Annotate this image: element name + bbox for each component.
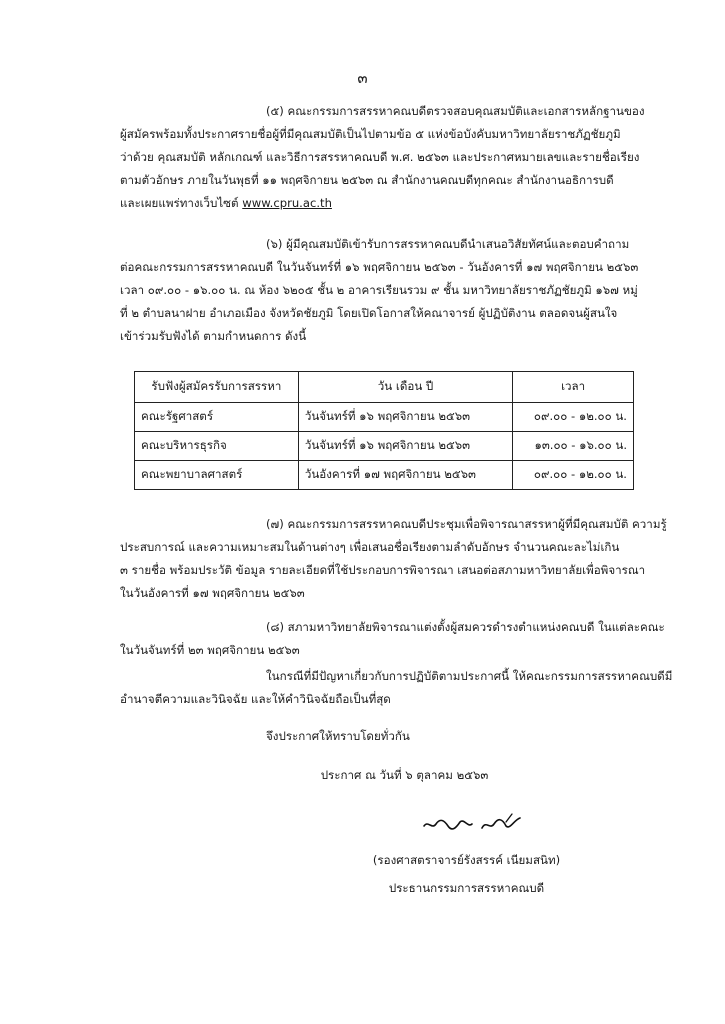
header-date: วัน เดือน ปี — [298, 372, 512, 403]
page-number: ๓ — [357, 69, 368, 87]
paragraph-line: ประสบการณ์ และความเหมาะสมในด้านต่างๆ เพื่อเสนอชื่อเรียงตามลำดับอักษร จำนวนคณะละไม่เกิน — [120, 540, 620, 554]
paragraph-line: (๘) สภามหาวิทยาลัยพิจารณาแต่งตั้งผู้สมควรดำรงตำแหน่งคณบดี ในแต่ละคณะ — [266, 620, 665, 634]
header-candidate: รับฟังผู้สมัครรับการสรรหา — [135, 372, 299, 403]
cell-date: วันจันทร์ที่ ๑๖ พฤศจิกายน ๒๕๖๓ — [298, 432, 512, 461]
paragraph-line: (๕) คณะกรรมการสรรหาคณบดีตรวจสอบคุณสมบัติและเอกสารหลักฐานของ — [266, 104, 645, 118]
paragraph-line: เข้าร่วมรับฟังได้ ตามกำหนดการ ดังนี้ — [120, 329, 307, 343]
closing-line: จึงประกาศให้ทราบโดยทั่วกัน — [266, 729, 410, 743]
paragraph-line-last — [120, 192, 640, 215]
paragraph-line: ผู้สมัครพร้อมทั้งประกาศรายชื่อผู้ที่มีคุณสมบัติเป็นไปตามข้อ ๕ แห่งข้อบังคับมหาวิทยาลัยราชภัฏชัยภูมิ — [120, 127, 621, 141]
paragraph-line: (๖) ผู้มีคุณสมบัติเข้ารับการสรรหาคณบดีนำเสนอวิสัยทัศน์และตอบคำถาม — [266, 237, 630, 251]
signer-title: ประธานกรรมการสรรหาคณบดี — [388, 881, 545, 895]
paragraph-line: ในวันจันทร์ที่ ๒๓ พฤศจิกายน ๒๕๖๓ — [120, 643, 300, 657]
paragraph-line: อำนาจตีความและวินิจฉัย และให้คำวินิจฉัยถือเป็นที่สุด — [120, 692, 391, 706]
cell-faculty: คณะพยาบาลศาสตร์ — [135, 461, 299, 490]
announce-date: ประกาศ ณ วันที่ ๖ ตุลาคม ๒๕๖๓ — [320, 768, 489, 782]
table-row — [135, 403, 634, 432]
table-row — [135, 461, 634, 490]
paragraph-line: ในกรณีที่มีปัญหาเกี่ยวกับการปฏิบัติตามประกาศนี้ ให้คณะกรรมการสรรหาคณบดีมี — [266, 669, 673, 683]
cell-time: ๑๓.๐๐ - ๑๖.๐๐ น. — [513, 432, 634, 461]
closing-statement — [120, 725, 640, 748]
website-prefix: และเผยแพร่ทางเว็บไซต์ — [120, 196, 243, 210]
paragraph-line: เวลา ๐๙.๐๐ - ๑๖.๐๐ น. ณ ห้อง ๖๒๐๕ ชั้น ๒ อาคารเรียนรวม ๙ ชั้น มหาวิทยาลัยราชภัฏชัยภูมิ ๑๖๗ หมู่ — [120, 283, 638, 297]
schedule-table — [134, 371, 634, 490]
paragraph-5 — [120, 100, 645, 215]
signer-name: (รองศาสตราจารย์รังสรรค์ เนียมสนิท) — [372, 853, 561, 867]
paragraph-line: ตามตัวอักษร ภายในวันพุธที่ ๑๑ พฤศจิกายน ๒๕๖๓ ณ สำนักงานคณบดีทุกคณะ สำนักงานอธิการบดี — [120, 173, 614, 187]
paragraph-line: ในวันอังคารที่ ๑๗ พฤศจิกายน ๒๕๖๓ — [120, 586, 305, 600]
cell-time: ๐๙.๐๐ - ๑๒.๐๐ น. — [513, 403, 634, 432]
paragraph-line: ที่ ๒ ตำบลนาฝาย อำเภอเมือง จังหวัดชัยภูมิ โดยเปิดโอกาสให้คณาจารย์ ผู้ปฏิบัติงาน ตลอดจนผู้สนใจ — [120, 306, 618, 320]
paragraph-line: (๗) คณะกรรมการสรรหาคณบดีประชุมเพื่อพิจารณาสรรหาผู้ที่มีคุณสมบัติ ความรู้ — [266, 517, 667, 531]
paragraph-line: ว่าด้วย คุณสมบัติ หลักเกณฑ์ และวิธีการสรรหาคณบดี พ.ศ. ๒๕๖๓ และประกาศหมายเลขและรายชื่อเรียง — [120, 150, 640, 164]
cell-time: ๐๙.๐๐ - ๑๒.๐๐ น. — [513, 461, 634, 490]
cell-faculty: คณะบริหารธุรกิจ — [135, 432, 299, 461]
table-header-row — [135, 372, 634, 403]
cell-date: วันอังคารที่ ๑๗ พฤศจิกายน ๒๕๖๓ — [298, 461, 512, 490]
header-time: เวลา — [513, 372, 634, 403]
paragraph-9 — [120, 665, 673, 711]
table-row — [135, 432, 634, 461]
cell-date: วันจันทร์ที่ ๑๖ พฤศจิกายน ๒๕๖๓ — [298, 403, 512, 432]
paragraph-line: ๓ รายชื่อ พร้อมประวัติ ข้อมูล รายละเอียดที่ใช้ประกอบการพิจารณา เสนอต่อสภามหาวิทยาลัยเพื่อพิจารณา — [120, 563, 646, 577]
paragraph-7 — [120, 513, 667, 605]
website-link[interactable]: www.cpru.ac.th — [242, 196, 332, 210]
paragraph-6 — [120, 233, 640, 348]
paragraph-8 — [120, 616, 665, 662]
signature-image — [420, 808, 540, 838]
cell-faculty: คณะรัฐศาสตร์ — [135, 403, 299, 432]
paragraph-line: ต่อคณะกรรมการสรรหาคณบดี ในวันจันทร์ที่ ๑๖ พฤศจิกายน ๒๕๖๓ - วันอังคารที่ ๑๗ พฤศจิกายน ๒๕๖๓ — [120, 260, 639, 274]
